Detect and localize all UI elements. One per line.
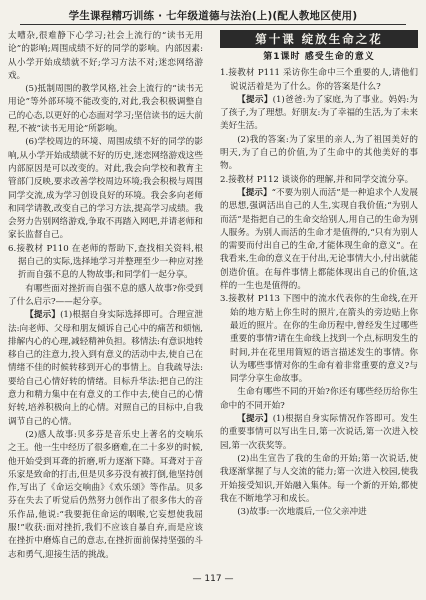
paragraph: (5)抵制周围的教学风格,社会上流行的“读书无用论”等外部环境不能改变的,对此,我会积极调整自己的心态,以更好的心态面对学习;坚信读书的远大前程,不被“读书无用论”所影响。 — [8, 84, 203, 135]
paragraph: 有哪些面对挫折而自强不息的感人故事?你受到了什么启示?——起分享。 — [8, 283, 203, 307]
question-3: 3.接教材 P113 下图中的流水代表你的生命线,在开始的地方贴上你生时的照片,在箭头的旁边贴上你最近的照片。在你的生命历程中,曾经发生过哪些重要的事情?请在生命线上找到一个点,标明发生的时间,并在花里用简短的语言描述发生的事情。你认为哪些事情对你的生命有着非常重要的意义?与同学分享生命故事。 — [220, 294, 418, 385]
paragraph: 生命有哪些不同的开始?你还有哪些经历给你生命中的不同开始? — [220, 387, 418, 411]
paragraph: (3)故事:一次地震后,一位父亲冲进 — [237, 507, 367, 518]
paragraph: 太嘈杂,很难静下心学习;社会上流行的“读书无用论”的影响;周围成绩不好的同学的影响。内部因素:从小学开始成绩就不好;学习方法不对;迷恋网络游戏。 — [8, 31, 203, 81]
header-rule — [20, 24, 406, 25]
page-header: 学生课程精巧训练 · 七年级道德与法治(上)(配人教地区使用) — [68, 10, 358, 22]
hint-paragraph — [220, 187, 418, 293]
hint-text: (1)根据自身实际情况作答即可。发生的重要事情可以写出生日,第一次说话,第一次进入校园,第一次获奖等。 — [220, 414, 418, 451]
paragraph: (6)学校周边的环境、周围成绩不好的同学的影响,从小学开始成绩就不好的历史,迷恋网络游戏这些内部原因是可以改变的。对此,我会向学校和教育主管部门反映,要求改善学校周边环境;我会积极与周围同学交流,成为学习创设良好的环境。我会多向老师和同学请教,改变自己的学习方法,提高学习成绩。我会努力告别网络游戏,争取不再踏入网吧,并请老师和家长监督自己。 — [8, 137, 203, 241]
hint-text: “不要为别人而活”是一种追求个人发展的思想,强调活出自己的人生,实现自我价值;“为别人而活”是指把自己的生命交给别人,用自己的生命为别人服务。为别人而活的生命才是值得的,“只有为别人的需要而付出自己的生命,才能体现生命的意义”。在我看来,生命的意义在于付出,无论事情大小,付出就能创造价值。在每件事情上都能体现出自己的价值,这样的一生也是值得的。 — [220, 187, 418, 292]
hint-label: 【提示】 — [237, 94, 273, 105]
paragraph: (2)感人故事:贝多芬是音乐史上著名的交响乐之王。他一生中经历了很多磨难,在二十多岁的时候,他开始受到耳聋的折磨,听力逐渐下降。耳聋对于音乐家是致命的打击,但是贝多芬没有被打倒,他坚持创作,写出了《命运交响曲》《欢乐颂》等作品。贝多芬在失去了听觉后仍然努力创作出了很多伟大的音乐作品,他说:“我要扼住命运的咽喉,它妄想使我屈服!”收获:面对挫折,我们不应该自暴自弃,而是应该在挫折中磨炼自己的意志,在挫折面前保持坚强的斗志和勇气,迎接生活的挑战。 — [8, 429, 203, 560]
paragraph: (2)出生宣告了我的生命的开始;第一次说话,使我逐渐掌握了与人交流的能力;第一次进入校园,使我开始接受知识,开始融入集体。每一个新的开始,都使我在不断地学习和成长。 — [220, 453, 418, 504]
question-2: 2.接教材 P112 谈谈你的理解,并和同学交流分享。 — [220, 174, 414, 185]
hint-paragraph — [220, 413, 418, 453]
left-column — [8, 30, 203, 562]
paragraph: (2)我的答案:为了家里的亲人,为了祖国美好的明天,为了自己的价值,为了生命中的其他美好的事物。 — [220, 134, 418, 172]
section-title: 第1课时 感受生命的意义 — [263, 52, 375, 62]
question-6: 6.接教材 P110 在老师的帮助下,查找相关资料,根据自己的实际,选择地学习并整理至少一种应对挫折而自强不息的人物故事;和同学们一起分享。 — [8, 243, 203, 281]
hint-text: (1)根据自身实际选择即可。合理宣泄法:向老师、父母和朋友倾诉自己心中的痛苦和烦恼,排解内心的心理,减轻精神负担。移情法:有意识地转移自己的注意力,投入到有意义的活动中去,使自己在情绪不佳的时候转移到开心的事情上。自我疏导法:要给自己心情好转的情绪。目标升华法:把自己的注意力和精力集中在有意义的工作中去,使自己的心情好转,培养积极向上的心情。对照自己的目标中,自我调节自己的心情。 — [8, 310, 203, 427]
question-1: 1.接教材 P111 采访你生命中三个重要的人,请他们说说活着是为了什么。你的答案是什么? — [220, 68, 418, 92]
hint-text: (1)爸爸:为了家庭,为了事业。妈妈:为了孩子,为了理想。好朋友:为了幸福的生活,为了未来美好生活。 — [220, 94, 418, 132]
right-column — [220, 30, 418, 519]
hint-label: 【提示】 — [25, 310, 61, 321]
hint-paragraph — [220, 94, 418, 134]
hint-paragraph — [8, 309, 203, 429]
hint-label: 【提示】 — [237, 414, 273, 425]
hint-label: 【提示】 — [237, 187, 272, 198]
page-number: — 117 — — [192, 574, 234, 584]
lesson-title: 第十课 绽放生命之花 — [220, 30, 418, 48]
